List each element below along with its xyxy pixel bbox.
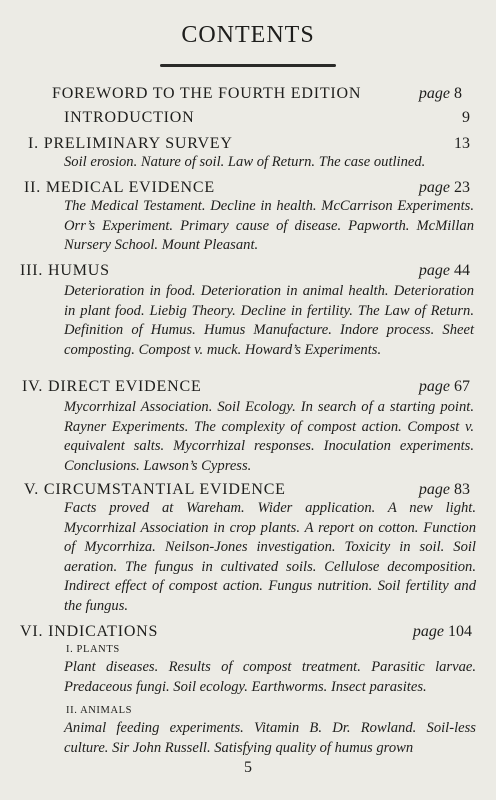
chapter-number: VI. bbox=[20, 623, 44, 640]
chapter-5-description: Facts proved at Wareham. Wider application. A new light. Mycorrhizal Association in crop plants. A report on cotton. Function of Mycorrhiza. Neilson-Jones investigation. Toxicity in soil. Soil aeration. The fungus in cultivated soils. Cellulose decomposition. Indirect effect of compost action. Fungus nutrition. Soil fertility and the fungus. bbox=[64, 500, 476, 614]
entry-title: FOREWORD TO THE FOURTH EDITION bbox=[52, 85, 362, 102]
chapter-3-description: Deterioration in food. Deterioration in animal health. Deterioration in plant food. Liebig Theory. Decline in fertility. The Law of Return. Definition of Humus. Humus Manufacture. Indore process. Sheet composting. Compost v. muck. Howard’s Experiments. bbox=[64, 283, 474, 358]
entry-title: HUMUS bbox=[48, 262, 110, 279]
toc-entry-chapter-1[interactable] bbox=[28, 134, 470, 154]
chapter-2-description: The Medical Testament. Decline in health. McCarrison Experiments. Orr’s Experiment. Primary cause of disease. Papworth. McMillan Nursery School. Mount Pleasant. bbox=[64, 198, 474, 254]
toc-entry-foreword[interactable] bbox=[52, 84, 462, 104]
toc-entry-chapter-6[interactable] bbox=[20, 622, 472, 642]
chapter-number: I. bbox=[28, 135, 39, 152]
chapter-4-description: Mycorrhizal Association. Soil Ecology. In search of a starting point. Rayner Experiments. The complexity of compost action. Compost v. equivalent salts. Mycorrhizal responses. Inoculation experiments. Conclusions. Lawson’s Cypress. bbox=[64, 399, 474, 474]
entry-title: PRELIMINARY SURVEY bbox=[43, 135, 233, 152]
toc-entry-chapter-2[interactable] bbox=[24, 178, 470, 198]
entry-page: page 104 bbox=[412, 623, 472, 640]
entry-title: CIRCUMSTANTIAL EVIDENCE bbox=[43, 481, 286, 498]
page-number: 5 bbox=[244, 759, 252, 776]
toc-entry-introduction[interactable] bbox=[64, 108, 470, 128]
title-rule bbox=[160, 64, 336, 67]
entry-page: page 23 bbox=[418, 179, 470, 196]
entry-page: 9 bbox=[462, 109, 470, 126]
chapter-number: III. bbox=[20, 262, 44, 279]
section-label-plants: I. PLANTS bbox=[66, 644, 120, 655]
section-plants-description: Plant diseases. Results of compost treatment. Parasitic larvae. Predaceous fungi. Soil ecology. Earthworms. Insect parasites. bbox=[64, 659, 476, 695]
chapter-1-description: Soil erosion. Nature of soil. Law of Return. The case outlined. bbox=[64, 154, 426, 170]
entry-page: page 8 bbox=[418, 85, 462, 102]
entry-title: MEDICAL EVIDENCE bbox=[45, 179, 215, 196]
entry-title: DIRECT EVIDENCE bbox=[48, 378, 202, 395]
entry-page: 13 bbox=[454, 135, 470, 152]
chapter-number: II. bbox=[24, 179, 42, 196]
toc-entry-chapter-3[interactable] bbox=[20, 261, 470, 281]
chapter-number: V. bbox=[24, 481, 40, 498]
entry-title: INTRODUCTION bbox=[64, 109, 195, 126]
chapter-number: IV. bbox=[22, 378, 44, 395]
toc-entry-chapter-4[interactable] bbox=[22, 377, 470, 397]
section-animals-description: Animal feeding experiments. Vitamin B. Dr. Rowland. Soil-less culture. Sir John Russell. Satisfying quality of humus grown bbox=[64, 720, 476, 756]
entry-page: page 67 bbox=[418, 378, 470, 395]
entry-title: INDICATIONS bbox=[48, 623, 159, 640]
entry-page: page 44 bbox=[418, 262, 470, 279]
section-label-animals: II. ANIMALS bbox=[66, 705, 133, 716]
page-title: CONTENTS bbox=[181, 22, 315, 48]
entry-page: page 83 bbox=[418, 481, 470, 498]
toc-entry-chapter-5[interactable] bbox=[24, 480, 470, 500]
